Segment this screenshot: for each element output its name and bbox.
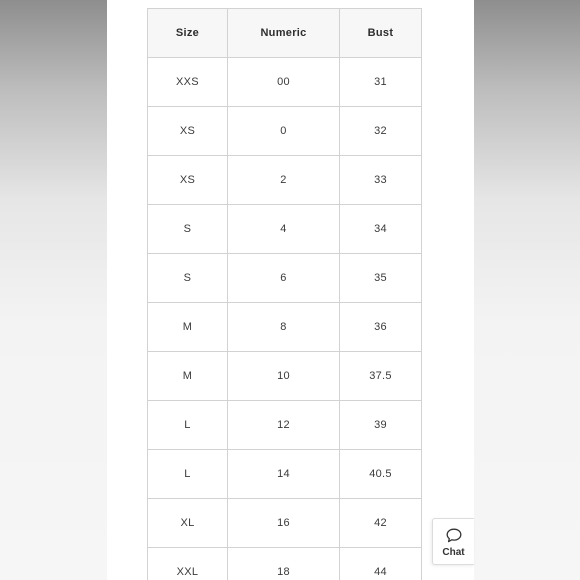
size-cell: S [148, 254, 228, 303]
table-row [148, 401, 422, 450]
numeric-cell: 4 [228, 205, 340, 254]
size-cell: XS [148, 156, 228, 205]
bust-cell: 42 [340, 499, 422, 548]
bust-cell: 35 [340, 254, 422, 303]
numeric-cell: 2 [228, 156, 340, 205]
table-row [148, 205, 422, 254]
numeric-cell: 10 [228, 352, 340, 401]
table-row [148, 548, 422, 580]
bust-cell: 37.5 [340, 352, 422, 401]
table-row [148, 352, 422, 401]
size-cell: XS [148, 107, 228, 156]
bust-cell: 40.5 [340, 450, 422, 499]
numeric-cell: 0 [228, 107, 340, 156]
table-row [148, 499, 422, 548]
size-cell: L [148, 401, 228, 450]
bust-cell: 31 [340, 58, 422, 107]
size-cell: S [148, 205, 228, 254]
size-chart-table [147, 8, 422, 580]
numeric-cell: 16 [228, 499, 340, 548]
column-header-size: Size [148, 9, 228, 58]
size-chart-panel [107, 0, 474, 580]
table-row [148, 156, 422, 205]
numeric-cell: 14 [228, 450, 340, 499]
column-header-bust: Bust [340, 9, 422, 58]
table-row [148, 58, 422, 107]
numeric-cell: 12 [228, 401, 340, 450]
size-cell: M [148, 352, 228, 401]
bust-cell: 36 [340, 303, 422, 352]
numeric-cell: 00 [228, 58, 340, 107]
chat-button[interactable] [432, 518, 474, 565]
chat-label: Chat [442, 547, 465, 558]
size-cell: XL [148, 499, 228, 548]
numeric-cell: 6 [228, 254, 340, 303]
table-row [148, 303, 422, 352]
table-row [148, 107, 422, 156]
size-cell: L [148, 450, 228, 499]
bust-cell: 39 [340, 401, 422, 450]
size-cell: M [148, 303, 228, 352]
chat-bubble-icon [446, 528, 462, 543]
bust-cell: 32 [340, 107, 422, 156]
table-row [148, 254, 422, 303]
bust-cell: 44 [340, 548, 422, 580]
table-header-row [148, 9, 422, 58]
numeric-cell: 8 [228, 303, 340, 352]
table-row [148, 450, 422, 499]
size-cell: XXL [148, 548, 228, 580]
numeric-cell: 18 [228, 548, 340, 580]
size-cell: XXS [148, 58, 228, 107]
column-header-numeric: Numeric [228, 9, 340, 58]
bust-cell: 33 [340, 156, 422, 205]
bust-cell: 34 [340, 205, 422, 254]
